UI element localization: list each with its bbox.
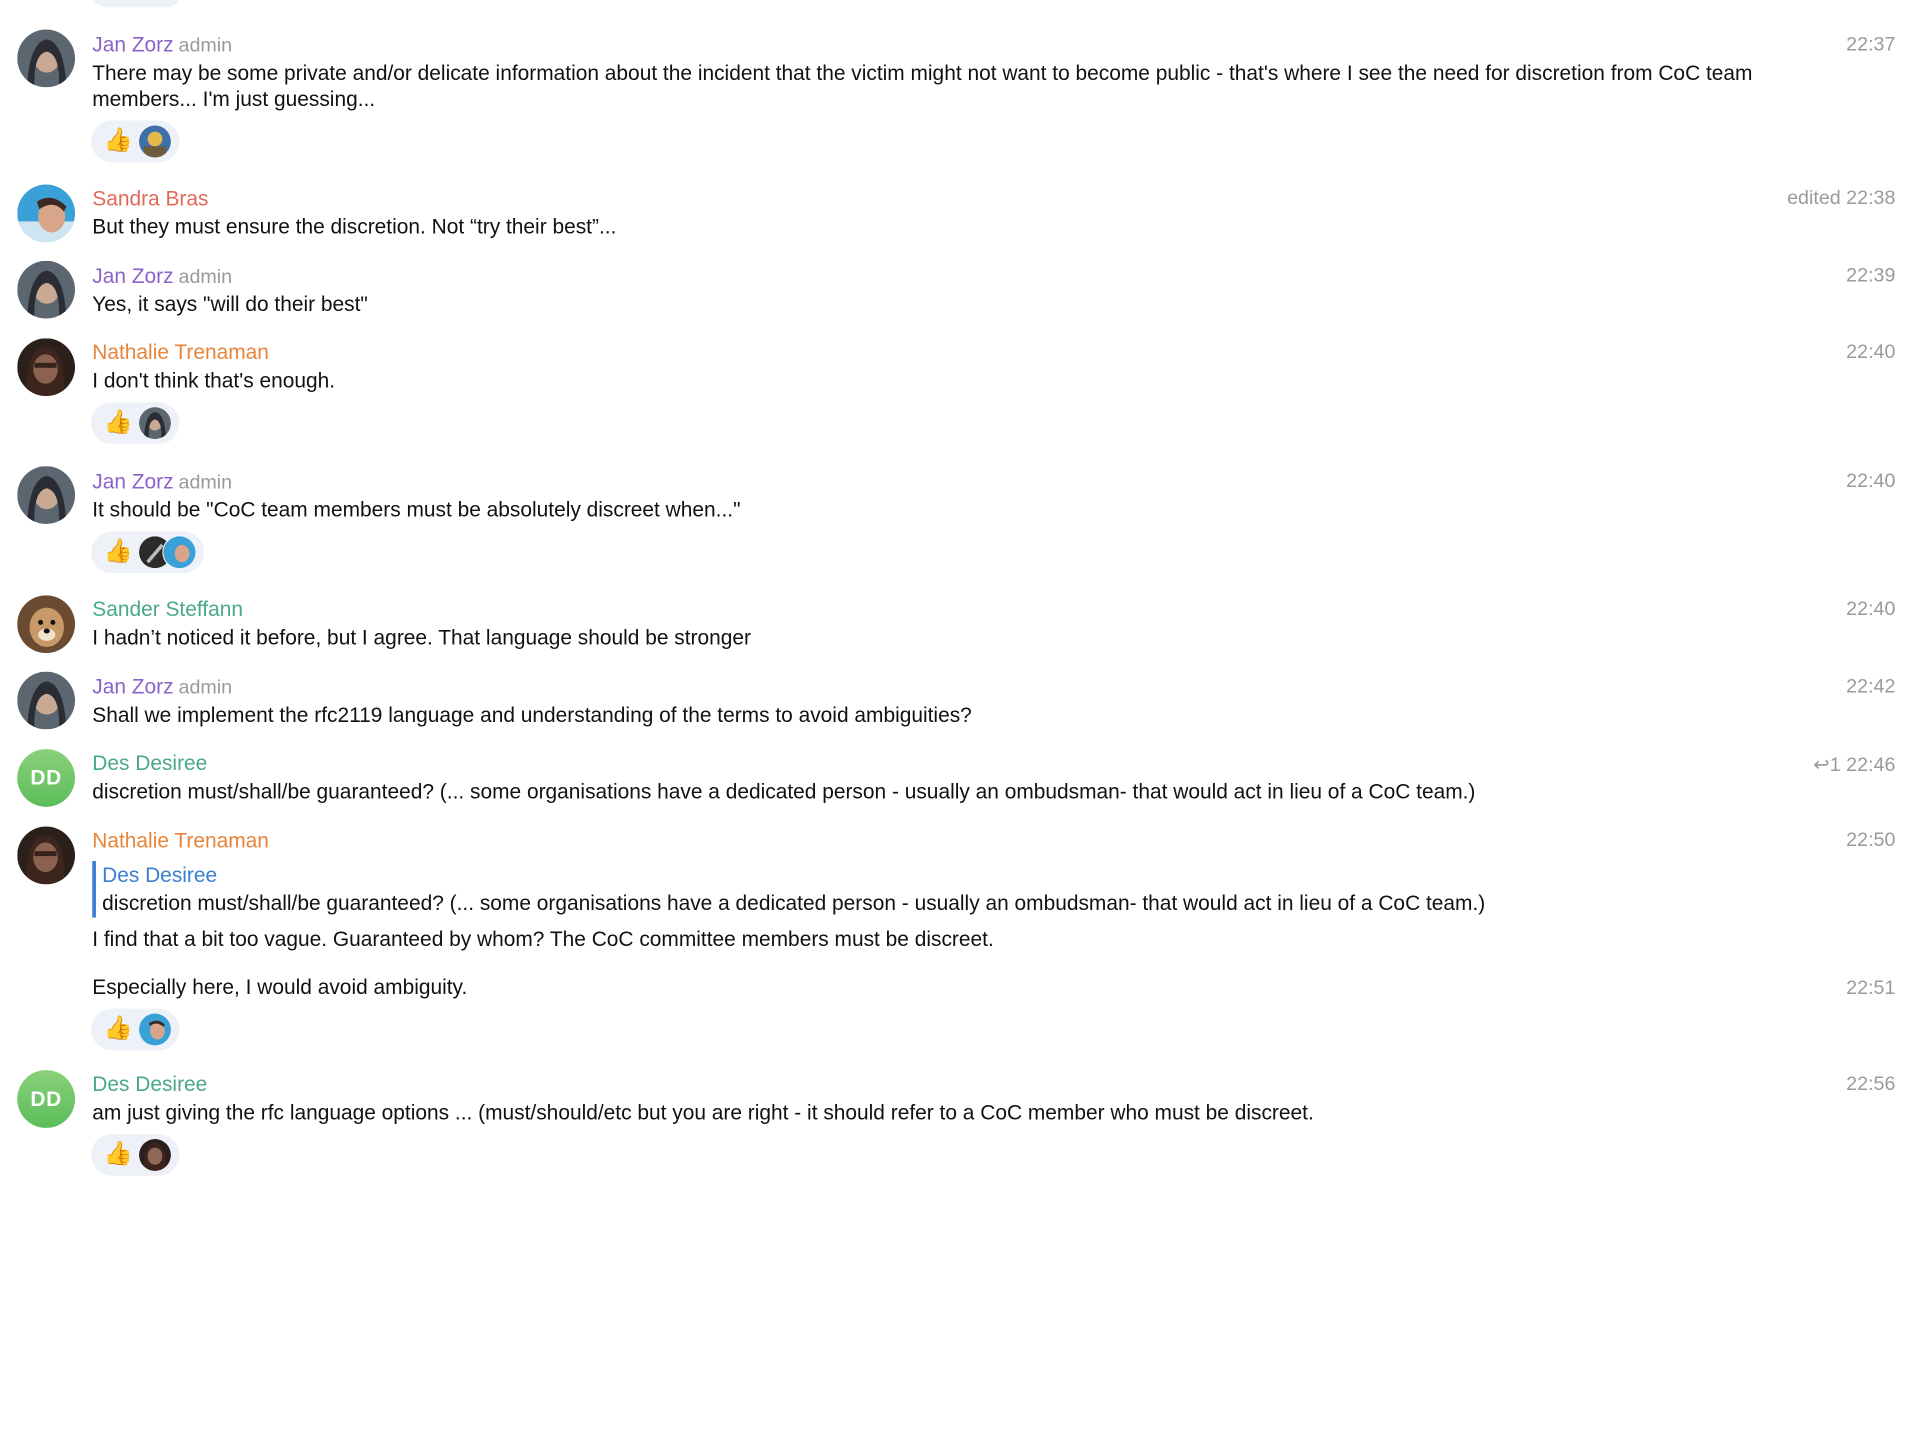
quoted-message[interactable]	[92, 861, 1824, 918]
author-name[interactable]: Jan Zorz admin	[92, 469, 233, 494]
avatar-jan-zorz[interactable]	[17, 261, 75, 319]
message-text: It should be "CoC team members must be absolutely discreet when..."	[92, 498, 741, 522]
role-badge: admin	[178, 472, 233, 494]
author-name[interactable]: Sander Steffann	[92, 597, 244, 622]
avatar-des-desiree[interactable]: DD	[17, 749, 75, 807]
author-name[interactable]: Sandra Bras	[92, 186, 209, 211]
thumbs-up-icon: 👍	[103, 538, 133, 565]
reaction-pill[interactable]	[91, 402, 180, 444]
author-name[interactable]: Des Desiree	[92, 751, 208, 775]
message-text: I hadn’t noticed it before, but I agree. That language should be stronger	[92, 626, 751, 650]
reply-count[interactable]: 1	[1829, 755, 1841, 777]
message-text: discretion must/shall/be guaranteed? (... some organisations have a dedicated person - usually an ombudsman- that would act in lieu of a CoC team.)	[92, 779, 1476, 804]
thumbs-up-icon: 👍	[103, 127, 133, 154]
avatar-jan-zorz[interactable]	[17, 466, 75, 524]
message-text: I don't think that's enough.	[92, 369, 336, 393]
avatar-jan-zorz[interactable]	[17, 672, 75, 730]
avatar-des-desiree[interactable]: DD	[17, 1070, 75, 1128]
avatar-nathalie-trenaman[interactable]	[17, 338, 75, 396]
author-name[interactable]: Des Desiree	[92, 1072, 208, 1096]
reactor-avatar	[138, 1138, 172, 1172]
message-time: 22:50	[1846, 830, 1896, 852]
message-text: But they must ensure the discretion. Not “try their best”...	[92, 215, 617, 239]
author-name[interactable]: Nathalie Trenaman	[92, 340, 269, 365]
author-name[interactable]: Jan Zorz admin	[92, 264, 233, 288]
thumbs-up-icon: 👍	[103, 409, 133, 436]
thumbs-up-icon: 👍	[103, 1141, 133, 1168]
role-badge: admin	[178, 677, 233, 699]
reaction-pill[interactable]	[91, 1009, 180, 1051]
previous-reaction[interactable]	[91, 0, 182, 7]
reactor-avatar	[138, 1012, 172, 1046]
reactor-avatar	[162, 535, 196, 569]
avatar-jan-zorz[interactable]	[17, 30, 75, 88]
message-time: 22:42	[1846, 676, 1896, 698]
message-text: Shall we implement the rfc2119 language and understanding of the terms to avoid ambiguities?	[92, 703, 972, 727]
message-time: 22:40	[1846, 599, 1896, 620]
quote-text: discretion must/shall/be guaranteed? (... some organisations have a dedicated person - usually an ombudsman- that would act in lieu of a CoC team.)	[102, 891, 1486, 916]
message-text: am just giving the rfc language options ... (must/should/etc but you are right - it should refer to a CoC member who must be discreet.	[92, 1100, 1314, 1125]
reaction-pill[interactable]	[91, 121, 180, 163]
reactor-avatar	[138, 124, 172, 158]
message-time: 22:56	[1846, 1073, 1896, 1095]
thumbs-up-icon: 👍	[103, 1015, 133, 1042]
message-time: 22:39	[1846, 265, 1896, 287]
message-time: 22:51	[1846, 977, 1896, 999]
author-name[interactable]: Nathalie Trenaman	[92, 829, 269, 853]
reply-icon[interactable]: ↩︎	[1813, 755, 1830, 777]
message-text: I find that a bit too vague. Guaranteed by whom? The CoC committee members must be discreet.	[92, 927, 994, 951]
message-text: Especially here, I would avoid ambiguity.	[92, 975, 468, 999]
message-time: 22:46	[1846, 755, 1896, 777]
message-time: edited 22:38	[1787, 188, 1896, 210]
avatar-sander-steffann[interactable]	[17, 595, 75, 653]
message-time: 22:40	[1846, 471, 1896, 492]
message-meta	[1813, 753, 1895, 778]
message-text: There may be some private and/or delicate information about the incident that the victim might not want to become public - that's where I see the need for discretion from CoC team members... I'm just guessing...	[92, 61, 1753, 111]
author-name[interactable]: Jan Zorz admin	[92, 33, 233, 57]
message-text: Yes, it says "will do their best"	[92, 292, 368, 317]
message-time: 22:40	[1846, 341, 1896, 363]
avatar-nathalie-trenaman[interactable]	[17, 827, 75, 885]
role-badge: admin	[178, 266, 233, 288]
role-badge: admin	[178, 35, 233, 57]
author-name[interactable]: Jan Zorz admin	[92, 675, 233, 699]
reaction-pill[interactable]	[91, 531, 204, 573]
reactor-avatar	[138, 406, 172, 440]
avatar-sandra-bras[interactable]	[17, 185, 75, 243]
message-time: 22:37	[1846, 34, 1896, 56]
reaction-pill[interactable]	[91, 1134, 180, 1176]
quote-author: Des Desiree	[102, 863, 218, 887]
